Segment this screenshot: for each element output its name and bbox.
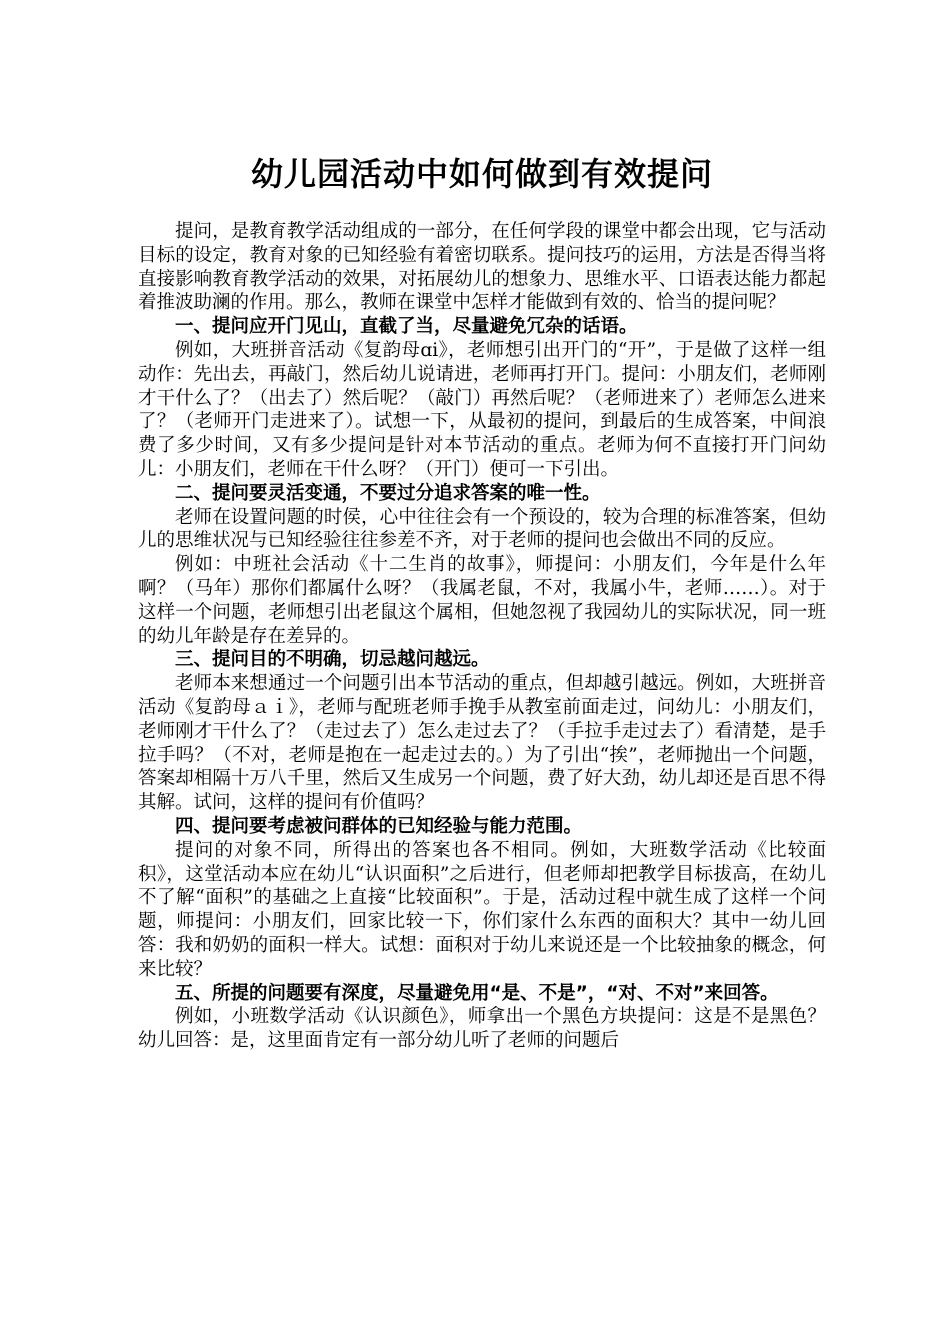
document-body [138,220,826,1053]
body-paragraph: 例如：中班社会活动《十二生肖的故事》，师提问：小朋友们，今年是什么年啊？（马年）那你们都属什么呀？（我属老鼠，不对，我属小牛，老师……）。对于这样一个问题，老师想引出老鼠这个属相，但她忽视了我园幼儿的实际状况，同一班的幼儿年龄是存在差异的。 [138,554,826,647]
section-heading: 二、提问要灵活变通，不要过分追求答案的唯一性。 [175,482,601,504]
document-page [138,0,826,1053]
section-heading: 四、提问要考虑被问群体的已知经验与能力范围。 [175,815,583,837]
body-paragraph: 老师本来想通过一个问题引出本节活动的重点，但却越引越远。例如，大班拼音活动《复韵母ａｉ》，老师与配班老师手挽手从教室前面走过，问幼儿：小朋友们，老师刚才干什么了？（走过去了）怎么走过去了？（手拉手走过去了）看清楚，是手拉手吗？（不对，老师是抱在一起走过去的。）为了引出“挨”，老师抛出一个问题，答案却相隔十万八千里，然后又生成另一个问题，费了好大劲，幼儿却还是百思不得其解。试问，这样的提问有价值吗？ [138,673,826,814]
body-paragraph: 老师在设置问题的时侯，心中往往会有一个预设的，较为合理的标准答案，但幼儿的思维状况与已知经验往往参差不齐，对于老师的提问也会做出不同的反应。 [138,506,826,552]
section-heading: 三、提问目的不明确，切忌越问越远。 [175,649,490,671]
body-paragraph: 例如，小班数学活动《认识颜色》，师拿出一个黑色方块提问：这是不是黑色？幼儿回答：是，这里面肯定有一部分幼儿听了老师的问题后 [138,1006,826,1052]
section-heading: 五、所提的问题要有深度，尽量避免用“是、不是”，“对、不对”来回答。 [175,982,779,1004]
page-title: 幼儿园活动中如何做到有效提问 [250,155,713,193]
body-paragraph: 提问，是教育教学活动组成的一部分，在任何学段的课堂中都会出现，它与活动目标的设定，教育对象的已知经验有着密切联系。提问技巧的运用，方法是否得当将直接影响教育教学活动的效果，对拓展幼儿的想象力、思维水平、口语表达能力都起着推波助澜的作用。那么，教师在课堂中怎样才能做到有效的、恰当的提问呢？ [138,221,826,314]
body-paragraph: 提问的对象不同，所得出的答案也各不相同。例如，大班数学活动《比较面积》，这堂活动本应在幼儿“认识面积”之后进行，但老师却把教学目标拔高，在幼儿不了解“面积”的基础之上直接“比较面积”。于是，活动过程中就生成了这样一个问题，师提问：小朋友们，回家比较一下，你们家什么东西的面积大？其中一幼儿回答：我和奶奶的面积一样大。试想：面积对于幼儿来说还是一个比较抽象的概念，何来比较？ [138,839,826,980]
section-heading: 一、提问应开门见山，直截了当，尽量避免冗杂的话语。 [175,316,638,338]
body-paragraph: 例如，大班拼音活动《复韵母ɑi》，老师想引出开门的“开”，于是做了这样一组动作：先出去，再敲门，然后幼儿说请进，老师再打开门。提问：小朋友们，老师刚才干什么了？（出去了）然后呢？（敲门）再然后呢？（老师进来了）老师怎么进来了？（老师开门走进来了）。试想一下，从最初的提问，到最后的生成答案，中间浪费了多少时间，又有多少提问是针对本节活动的重点。老师为何不直接打开门问幼儿：小朋友们，老师在干什么呀？（开门）便可一下引出。 [138,339,826,480]
